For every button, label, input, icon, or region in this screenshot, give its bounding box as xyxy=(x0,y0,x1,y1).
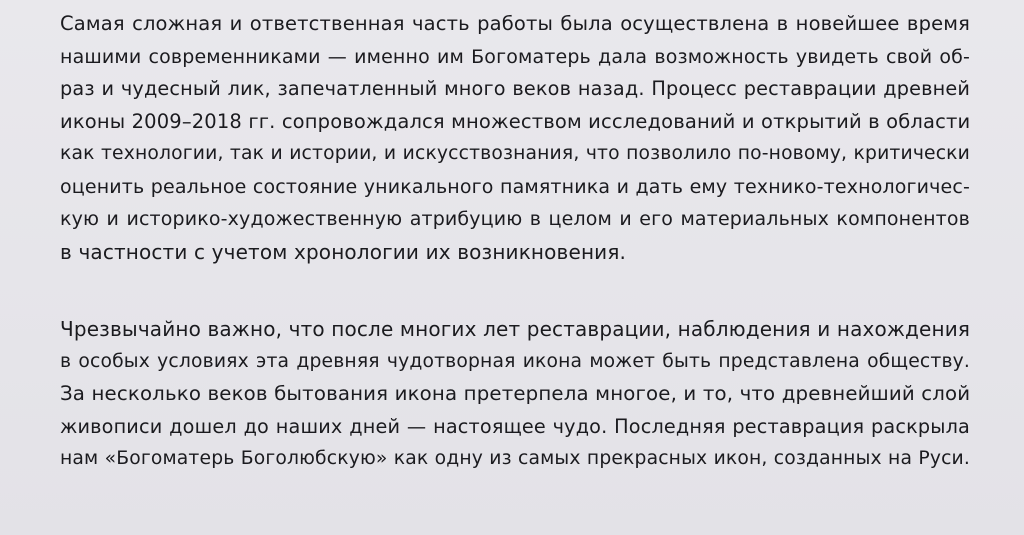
text-line: оценить реальное состояние уникального памятника и дать ему технико-технологичес- xyxy=(60,175,970,198)
text-line: в особых условиях эта древняя чудотворная икона может быть представлена обществу. xyxy=(60,350,970,372)
paragraph-2 xyxy=(60,313,970,476)
text-line: нам «Богоматерь Боголюбскую» как одну из самых прекрасных икон, созданных на Руси. xyxy=(60,448,970,469)
text-line: раз и чудесный лик, запечатленный много веков назад. Процесс реставрации древней xyxy=(60,77,970,100)
text-line: кую и историко-художественную атрибуцию в целом и его материальных компонентов xyxy=(60,208,970,230)
text-line: Самая сложная и ответственная часть работы была осуществлена в новейшее время xyxy=(60,12,970,35)
text-line: как технологии, так и истории, и искусствознания, что позволило по-новому, критически xyxy=(60,143,970,164)
text-line: За несколько веков бытования икона претерпела многое, и то, что древнейший слой xyxy=(60,382,971,405)
text-line: Чрезвычайно важно, что после многих лет реставрации, наблюдения и нахождения xyxy=(60,317,971,341)
text-line: живописи дошел до наших дней — настоящее чудо. Последняя реставрация раскрыла xyxy=(60,414,970,438)
text-line: в частности с учетом хронологии их возникновения. xyxy=(60,239,627,264)
paragraph-1 xyxy=(60,8,970,268)
text-line: нашими современниками — именно им Богоматерь дала возможность увидеть свой об- xyxy=(60,45,970,68)
text-line: иконы 2009–2018 гг. сопровождался множеством исследований и открытий в области xyxy=(60,109,971,133)
